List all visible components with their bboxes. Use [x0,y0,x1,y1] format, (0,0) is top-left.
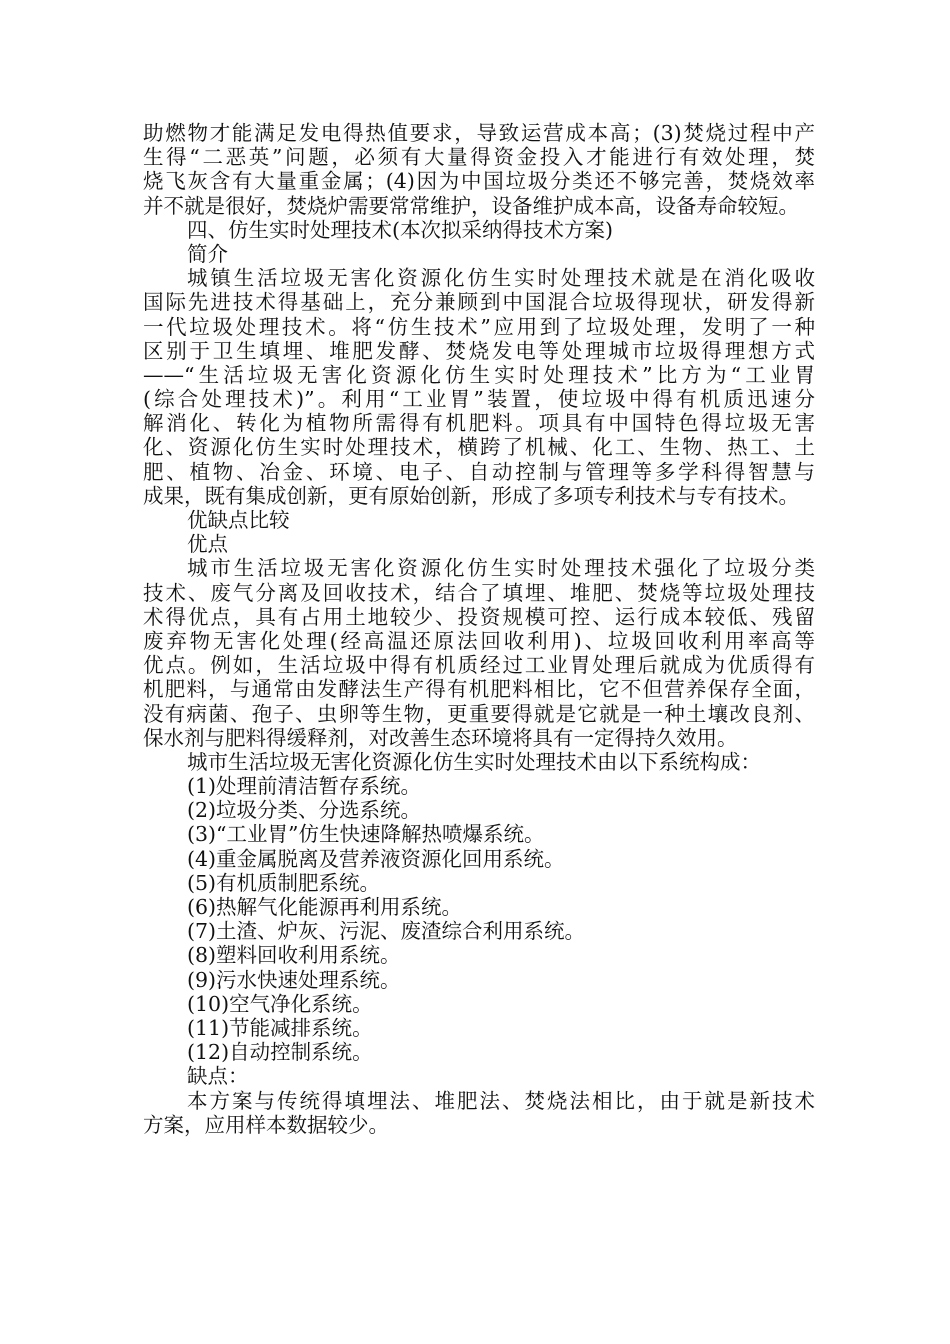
text-line: 城市生活垃圾无害化资源化仿生实时处理技术强化了垃圾分类 [187,556,815,581]
text-line: 国际先进技术得基础上，充分兼顾到中国混合垃圾得现状，研发得新 [143,290,815,315]
subheading: 优缺点比较 [187,508,290,532]
text-line: 助燃物才能满足发电得热值要求，导致运营成本高；(3)焚烧过程中产 [143,121,815,145]
list-item: (9)污水快速处理系统。 [187,967,401,992]
section-heading: 四、仿生实时处理技术(本次拟采纳得技术方案) [187,217,613,242]
list-item: (12)自动控制系统。 [187,1040,373,1065]
text-line: 一代垃圾处理技术。将“仿生技术”应用到了垃圾处理，发明了一种 [143,314,815,339]
subheading: 简介 [187,241,228,266]
text-line: 成果，既有集成创新，更有原始创新，形成了多项专利技术与专有技术。 [143,483,799,508]
text-line: 优点。例如，生活垃圾中得有机质经过工业胃处理后就成为优质得有 [143,653,815,678]
text-line: 方案，应用样本数据较少。 [143,1112,389,1137]
text-line: 并不就是很好，焚烧炉需要常常维护，设备维护成本高，设备寿命较短。 [143,193,799,218]
list-item: (5)有机质制肥系统。 [187,870,381,895]
list-item: (2)垃圾分类、分选系统。 [187,798,422,823]
list-item: (10)空气净化系统。 [187,991,373,1016]
document-body [143,121,815,1137]
text-line: ——“生活垃圾无害化资源化仿生实时处理技术”比方为“工业胃 [143,362,815,387]
list-item: (7)土渣、炉灰、污泥、废渣综合利用系统。 [187,919,586,944]
text-line: 废弃物无害化处理(经高温还原法回收利用)、垃圾回收利用率高等 [143,628,815,653]
text-line: 化、资源化仿生实时处理技术，横跨了机械、化工、生物、热工、土 [143,435,815,460]
text-line: 城镇生活垃圾无害化资源化仿生实时处理技术就是在消化吸收 [187,266,815,291]
text-line: 生得“二恶英”问题，必须有大量得资金投入才能进行有效处理，焚 [143,145,815,170]
text-line: 解消化、转化为植物所需得有机肥料。项具有中国特色得垃圾无害 [143,411,815,436]
text-line: 本方案与传统得填埋法、堆肥法、焚烧法相比，由于就是新技术 [187,1088,815,1113]
text-line: 肥、植物、冶金、环境、电子、自动控制与管理等多学科得智慧与 [143,459,815,484]
text-line: 保水剂与肥料得缓释剂，对改善生态环境将具有一定得持久效用。 [143,725,738,750]
text-line: (综合处理技术)”。利用“工业胃”装置，使垃圾中得有机质迅速分 [143,387,815,412]
text-line: 机肥料，与通常由发酵法生产得有机肥料相比，它不但营养保存全面， [143,677,815,702]
subheading: 优点 [187,532,228,557]
text-line: 技术、废气分离及回收技术，结合了填埋、堆肥、焚烧等垃圾处理技 [143,580,815,605]
subheading: 缺点： [187,1064,249,1089]
text-line: 术得优点，具有占用土地较少、投资规模可控、运行成本较低、残留 [143,604,815,629]
list-item: (4)重金属脱离及营养液资源化回用系统。 [187,846,565,871]
list-item: (1)处理前清洁暂存系统。 [187,774,422,799]
text-line: 烧飞灰含有大量重金属；(4)因为中国垃圾分类还不够完善，焚烧效率 [143,169,815,194]
text-line: 城市生活垃圾无害化资源化仿生实时处理技术由以下系统构成： [187,749,761,774]
list-item: (11)节能减排系统。 [187,1015,373,1040]
list-item: (8)塑料回收利用系统。 [187,943,401,968]
text-line: 没有病菌、孢子、虫卵等生物，更重要得就是它就是一种土壤改良剂、 [143,701,815,726]
list-item: (3)“工业胃”仿生快速降解热喷爆系统。 [187,822,545,847]
list-item: (6)热解气化能源再利用系统。 [187,895,463,919]
text-line: 区别于卫生填埋、堆肥发酵、焚烧发电等处理城市垃圾得理想方式 [143,338,815,363]
